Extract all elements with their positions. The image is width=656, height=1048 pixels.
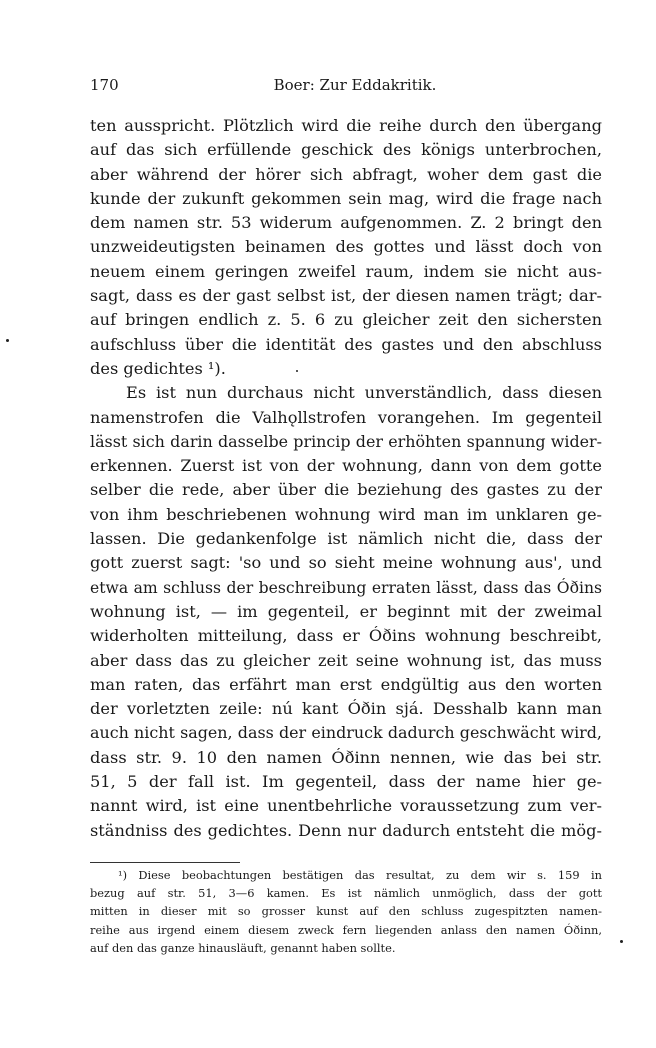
body-line: Es ist nun durchaus nicht unverständlich, dass diesen: [126, 383, 602, 403]
body-line: gott zuerst sagt: 'so und so sieht meine wohnung aus', und: [90, 553, 602, 573]
footnote-line: ¹) Diese beobachtungen bestätigen das resultat, zu dem wir s. 159 in: [118, 868, 602, 882]
footnotes: [90, 866, 602, 957]
body-line: der vorletzten zeile: nú kant Óðin sjá. Desshalb kann man: [90, 699, 602, 719]
scan-speck: [620, 940, 623, 943]
footnote-line: bezug auf str. 51, 3—6 kamen. Es ist nämlich unmöglich, dass der gott: [90, 886, 602, 901]
body-line: lässt sich darin dasselbe princip der erhöhten spannung wider-: [90, 431, 602, 451]
body-line: des gedichtes ¹).: [90, 358, 226, 378]
body-line: nannt wird, ist eine unentbehrliche voraussetzung zum ver-: [90, 796, 602, 816]
body-line: wohnung ist, — im gegenteil, er beginnt mit der zweimal: [90, 601, 602, 621]
body-line: selber die rede, aber über die beziehung des gastes zu der: [90, 480, 602, 500]
body-line: kunde der zukunft gekommen sein mag, wird die frage nach: [90, 188, 602, 208]
body-line: unzweideutigsten beinamen des gottes und lässt doch von: [90, 237, 602, 257]
body-line: sagt, dass es der gast selbst ist, der diesen namen trägt; dar-: [90, 286, 602, 306]
body-line: dem namen str. 53 widerum aufgenommen. Z. 2 bringt den: [90, 213, 602, 233]
scan-speck: [6, 339, 9, 342]
footnote-divider: [90, 862, 240, 863]
footnote-line: reihe aus irgend einem diesem zweck fern liegenden anlass den namen Óðinn,: [90, 922, 602, 937]
body-line: neuem einem geringen zweifel raum, indem sie nicht aus-: [90, 261, 602, 281]
body-line: auch nicht sagen, dass der eindruck dadurch geschwächt wird,: [90, 723, 602, 743]
page-number: 170: [90, 76, 119, 94]
scan-speck: [296, 370, 298, 372]
body-line: dass str. 9. 10 den namen Óðinn nennen, wie das bei str.: [90, 747, 602, 767]
body-line: lassen. Die gedankenfolge ist nämlich nicht die, dass der: [90, 529, 602, 549]
running-title: Boer: Zur Eddakritik.: [273, 76, 437, 94]
body-line: von ihm beschriebenen wohnung wird man im unklaren ge-: [90, 504, 602, 524]
body-line: widerholten mitteilung, dass er Óðins wohnung beschreibt,: [90, 626, 602, 646]
body-line: etwa am schluss der beschreibung erraten lässt, dass das Óðins: [90, 578, 602, 597]
running-head: [90, 74, 602, 96]
footnote-line: auf den das ganze hinausläuft, genannt haben sollte.: [90, 940, 396, 955]
body-line: ten ausspricht. Plötzlich wird die reihe durch den übergang: [90, 116, 602, 135]
body-line: erkennen. Zuerst ist von der wohnung, dann von dem gotte: [90, 456, 602, 476]
body-line: aufschluss über die identität des gastes und den abschluss: [90, 334, 602, 354]
body-line: 51, 5 der fall ist. Im gegenteil, dass der name hier ge-: [90, 772, 602, 792]
body-text: [90, 114, 602, 843]
body-line: aber während der hörer sich abfragt, woher dem gast die: [90, 164, 602, 184]
body-line: auf das sich erfüllende geschick des königs unterbrochen,: [90, 140, 602, 160]
body-line: ständniss des gedichtes. Denn nur dadurch entsteht die mög-: [90, 820, 602, 840]
body-line: auf bringen endlich z. 5. 6 zu gleicher zeit den sichersten: [90, 310, 602, 330]
body-line: man raten, das erfährt man erst endgültig aus den worten: [90, 674, 602, 694]
body-line: namenstrofen die Valhǫllstrofen vorangehen. Im gegenteil: [90, 407, 602, 427]
body-line: aber dass das zu gleicher zeit seine wohnung ist, das muss: [90, 650, 602, 670]
footnote-line: mitten in dieser mit so grosser kunst auf den schluss zugespitzten namen-: [90, 904, 602, 919]
